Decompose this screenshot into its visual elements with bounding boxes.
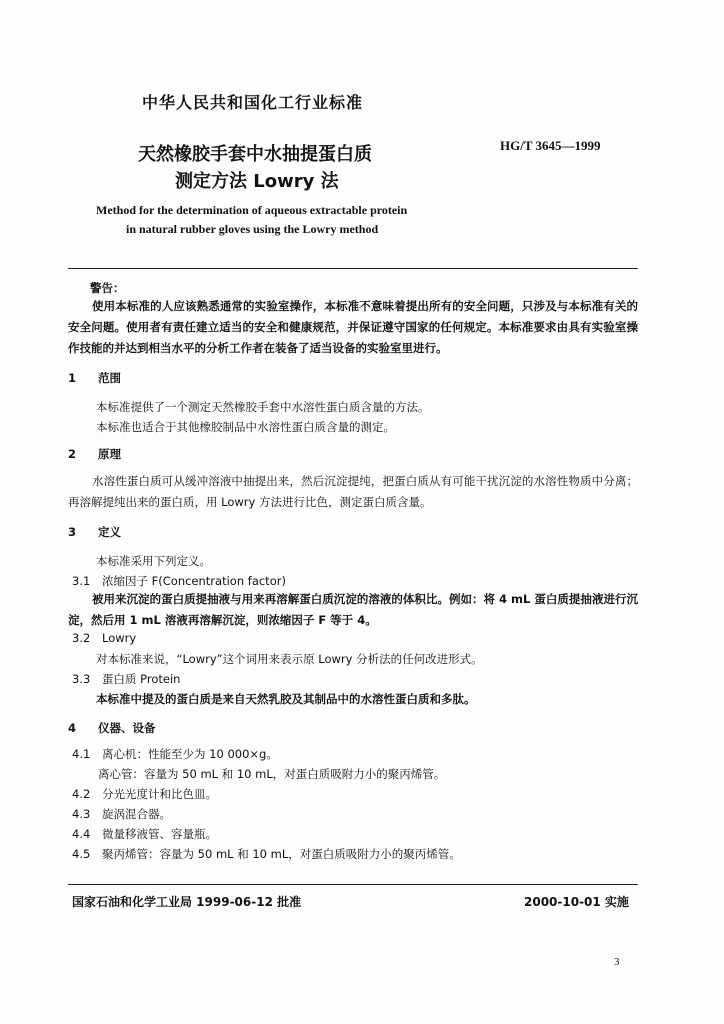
standard-category: 中华人民共和国化工行业标准 (142, 93, 364, 112)
item-4-4-number: 4.4 (72, 827, 91, 841)
item-4-3-text: 旋涡混合器。 (102, 807, 171, 821)
standard-code: HG/T 3645—1999 (500, 138, 601, 153)
section-2-number: 2 (68, 447, 77, 461)
definition-3-1-term: 浓缩因子 F(Concentration factor) (102, 574, 286, 588)
definition-3-3-heading (72, 671, 180, 687)
approval-info: 国家石油和化学工业局 1999-06-12 批准 (72, 895, 302, 909)
item-4-5 (72, 846, 461, 862)
section-3-intro: 本标准采用下列定义。 (96, 554, 211, 568)
section-1-para-2: 本标准也适合于其他橡胶制品中水溶性蛋白质含量的测定。 (96, 420, 395, 434)
definition-3-1-text: 被用来沉淀的蛋白质提抽液与用来再溶解蛋白质沉淀的溶液的体积比。例如：将 4 mL 蛋白质提抽液进行沉淀，然后用 1 mL 溶液再溶解沉淀，则浓缩因子 F 等于 4。 (68, 592, 638, 627)
item-4-3 (72, 806, 171, 822)
definition-3-3-number: 3.3 (72, 672, 91, 686)
definition-3-3-text: 本标准中提及的蛋白质是来自天然乳胶及其制品中的水溶性蛋白质和多肽。 (96, 692, 476, 706)
warning-title: 警告： (90, 281, 125, 295)
section-1-para-1: 本标准提供了一个测定天然橡胶手套中水溶性蛋白质含量的方法。 (96, 400, 430, 414)
title-en-line-1: Method for the determination of aqueous extractable protein (96, 203, 408, 217)
item-4-4-text: 微量移液管、容量瓶。 (102, 827, 217, 841)
section-3-title: 定义 (98, 525, 121, 539)
section-2-para: 水溶性蛋白质可从缓冲溶液中抽提出来，然后沉淀提纯，把蛋白质从有可能干扰沉淀的水溶性物质中分离；再溶解提纯出来的蛋白质，用 Lowry 方法进行比色，测定蛋白质含量。 (68, 474, 638, 509)
definition-3-2-heading (72, 631, 136, 645)
item-4-2 (72, 786, 217, 802)
item-4-4 (72, 826, 217, 842)
warning-text: 使用本标准的人应该熟悉通常的实验室操作，本标准不意味着提出所有的安全问题，只涉及与本标准有关的安全问题。使用者有责任建立适当的安全和健康规范，并保证遵守国家的任何规定。本标准要求由具有实验室操作技能的并达到相当水平的分析工作者在装备了适当设备的实验室里进行。 (68, 299, 638, 355)
definition-3-3-term: 蛋白质 Protein (102, 672, 181, 686)
item-4-1-number: 4.1 (72, 747, 91, 761)
title-zh-line-1: 天然橡胶手套中水抽提蛋白质 (138, 144, 372, 165)
item-4-1-sub: 离心管：容量为 50 mL 和 10 mL，对蛋白质吸附力小的聚丙烯管。 (98, 767, 446, 781)
title-zh-line-2: 测定方法 Lowry 法 (175, 171, 339, 192)
section-3-heading (68, 524, 121, 540)
footer-divider (68, 884, 638, 885)
definition-3-1-number: 3.1 (72, 574, 91, 588)
section-1-heading (68, 370, 121, 386)
title-en-line-2: in natural rubber gloves using the Lowry method (126, 222, 379, 236)
item-4-2-number: 4.2 (72, 787, 91, 801)
definition-3-2-text: 对本标准来说，“Lowry”这个词用来表示原 Lowry 分析法的任何改进形式。 (96, 652, 483, 666)
item-4-5-number: 4.5 (72, 847, 91, 861)
page-number: 3 (614, 956, 620, 968)
section-1-title: 范围 (98, 371, 121, 385)
section-2-heading (68, 446, 121, 462)
implementation-date: 2000-10-01 实施 (524, 895, 629, 909)
item-4-2-text: 分光光度计和比色皿。 (102, 787, 217, 801)
section-4-title: 仪器、设备 (98, 721, 156, 735)
section-1-number: 1 (68, 371, 77, 385)
definition-3-2-term: Lowry (102, 631, 137, 645)
definition-3-1-heading (72, 573, 286, 589)
section-4-heading (68, 720, 156, 736)
item-4-3-number: 4.3 (72, 807, 91, 821)
header-divider (68, 268, 638, 269)
item-4-1 (72, 746, 278, 762)
item-4-5-text: 聚丙烯管：容量为 50 mL 和 10 mL，对蛋白质吸附力小的聚丙烯管。 (102, 847, 461, 861)
section-4-number: 4 (68, 721, 77, 735)
section-3-number: 3 (68, 525, 77, 539)
section-2-title: 原理 (98, 447, 121, 461)
item-4-1-text: 离心机：性能至少为 10 000×g。 (102, 747, 278, 761)
definition-3-2-number: 3.2 (72, 631, 91, 645)
